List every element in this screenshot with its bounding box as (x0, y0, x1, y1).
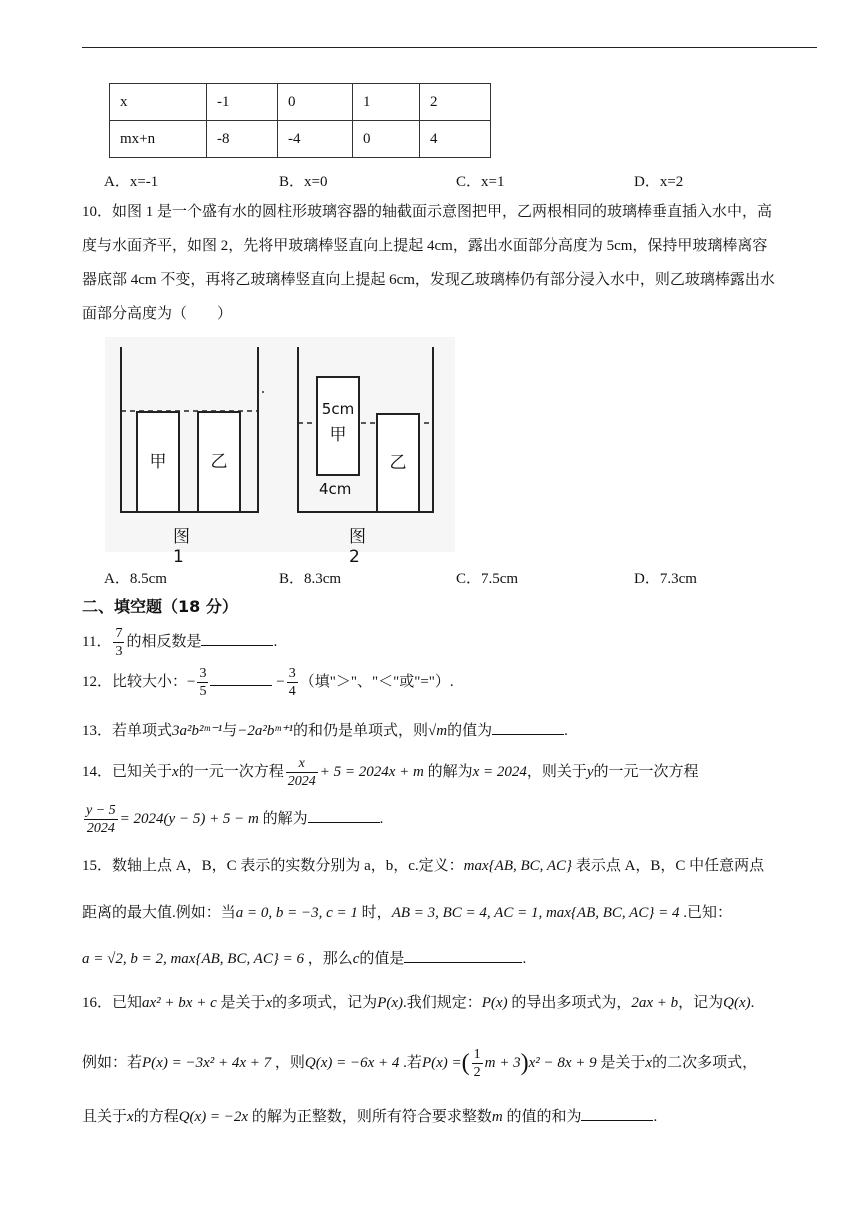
answer-blank (492, 720, 564, 735)
q16-text: . (750, 995, 755, 1011)
rod-yi-fig1: 乙 (197, 411, 241, 513)
answer-blank (210, 671, 272, 686)
monomial-2: −2a²bᵐ⁺¹ (237, 723, 293, 739)
fraction (287, 665, 298, 700)
table-row (110, 121, 491, 158)
coefficient: m + 3 (484, 1054, 521, 1071)
q15-end: . (522, 951, 527, 967)
example-values: a = 0, b = −3, c = 1 (235, 905, 358, 921)
var-x: x (127, 1109, 134, 1125)
denominator: 5 (199, 684, 207, 699)
px: P(x) (377, 995, 403, 1011)
q16-text: 的二次多项式， (652, 1054, 758, 1071)
q15-text: 的值是 (359, 951, 405, 967)
fraction (113, 625, 124, 660)
question-16-line-3 (82, 1105, 657, 1126)
table-cell: 0 (353, 121, 420, 158)
q16-text: 的多项式，记为 (272, 995, 378, 1011)
fraction (84, 802, 118, 837)
q14-end: . (379, 810, 384, 827)
q14-text: ，则关于 (526, 763, 587, 780)
table-row (110, 84, 491, 121)
option-b: B．x=0 (279, 174, 328, 190)
table-cell: 4 (420, 121, 491, 158)
numerator: 3 (288, 666, 296, 681)
option-c: C．7.5cm (456, 571, 519, 587)
answer-blank (404, 948, 522, 963)
fraction (197, 665, 208, 700)
numerator: y − 5 (86, 803, 116, 818)
qx: Q(x) (723, 995, 751, 1011)
q12-text: 12．比较大小： (82, 673, 188, 690)
question-12: 12．比较大小：− $\frac{3}{5}$ − $\frac{3}{4}$ （填"＞"、"＜"或"="）. (82, 666, 454, 699)
fig1-caption: 图1 (173, 527, 190, 567)
label-5cm: 5cm (321, 400, 355, 418)
q10-line: 度与水面齐平，如图 2，先将甲玻璃棒竖直向上提起 4cm，露出水面部分高度为 5cm，保持甲玻璃棒离容 (82, 238, 768, 254)
table-cell: 2 (420, 84, 491, 121)
section-title: 二、填空题（18 分） (82, 597, 238, 616)
table-cell: 1 (353, 84, 420, 121)
option-a: A．x=-1 (104, 174, 159, 190)
q15-text: ，那么 (307, 951, 353, 967)
var-c: c (352, 951, 360, 967)
option-c: C．x=1 (456, 174, 505, 190)
denominator: 3 (115, 644, 123, 659)
question-15-line-1 (82, 854, 764, 875)
max-expression: max{AB, BC, AC} (463, 858, 573, 874)
q10-line: 面部分高度为（ ） (82, 306, 233, 322)
answer-blank (581, 1106, 653, 1121)
denominator: 2 (473, 1065, 481, 1080)
table-cell: -1 (207, 84, 278, 121)
denominator: 4 (288, 684, 296, 699)
q16-text: ，记为 (678, 995, 724, 1011)
example-result: AB = 3, BC = 4, AC = 1, max{AB, BC, AC} = 4 (391, 905, 680, 921)
answer-blank (201, 631, 273, 646)
question-11 (82, 625, 277, 660)
q13-post2: 的值为 (447, 723, 493, 739)
q10-line: 10．如图 1 是一个盛有水的圆柱形玻璃容器的轴截面示意图把甲，乙两根相同的玻璃棒垂直插入水中，高 (82, 204, 773, 220)
table-cell: x (110, 84, 207, 121)
table-cell: 0 (278, 84, 353, 121)
derivative: 2ax + b (631, 995, 679, 1011)
sqrt-m: √m (428, 723, 448, 739)
numerator: 1 (473, 1047, 481, 1062)
denominator: 2024 (287, 774, 316, 789)
option-d: D．7.3cm (634, 571, 697, 587)
q11-end: . (273, 633, 278, 650)
q14-text: 的解为 (427, 763, 473, 780)
q16-text: 是关于 (220, 995, 266, 1011)
given-values: a = √2, b = 2, max{AB, BC, AC} = 6 (82, 951, 304, 967)
q16-text: .若 (403, 1054, 422, 1071)
equation-2: = 2024(y − 5) + 5 − m (119, 810, 259, 827)
q16-text: .我们规定： (403, 995, 482, 1011)
denominator: 2024 (86, 821, 115, 836)
label-4cm: 4cm (319, 480, 352, 498)
value-table (109, 83, 491, 158)
equation: Q(x) = −2x (178, 1109, 249, 1125)
fraction (472, 1046, 483, 1081)
q16-text: 的导出多项式为， (511, 995, 632, 1011)
solution: x = 2024 (472, 763, 527, 780)
q15-text: 15．数轴上点 A，B，C 表示的实数分别为 a，b，c.定义： (82, 858, 464, 874)
var-x: x (645, 1054, 653, 1071)
given-px: P(x) = (421, 1054, 462, 1071)
q15-text: .已知： (683, 905, 732, 921)
q14-text: 的一元一次方程 (593, 763, 699, 780)
numerator: 3 (199, 666, 207, 681)
q15-text: 时， (361, 905, 392, 921)
polynomial: ax² + bx + c (142, 995, 217, 1011)
option-b: B．8.3cm (279, 571, 342, 587)
q16-text: 的方程 (133, 1109, 179, 1125)
var-x: x (172, 763, 179, 780)
q16-text: 16．已知 (82, 995, 143, 1011)
q14-text: 的解为 (262, 810, 308, 827)
px: P(x) (481, 995, 508, 1011)
option-a: A．8.5cm (104, 571, 167, 587)
q16-text: ，则 (274, 1054, 305, 1071)
question-14-line-2 (82, 802, 383, 837)
q11-number: 11． (82, 633, 112, 650)
header-rule (82, 47, 817, 48)
question-15-line-3 (82, 947, 526, 968)
q14-text: 的一元一次方程 (178, 763, 284, 780)
q13-mid: 与 (222, 723, 238, 739)
q15-text: 距离的最大值.例如：当 (82, 905, 236, 921)
monomial-1: 3a²b²ᵐ⁻¹ (172, 723, 223, 739)
q13-pre: 13．若单项式 (82, 723, 173, 739)
q15-text: 表示点 A，B，C 中任意两点 (575, 858, 765, 874)
table-cell: -8 (207, 121, 278, 158)
q16-text: 的解为正整数，则所有符合要求整数 (251, 1109, 492, 1125)
option-d: D．x=2 (634, 174, 684, 190)
numerator: x (286, 755, 318, 773)
q16-text: 的值的和为 (506, 1109, 582, 1125)
question-13 (82, 719, 568, 740)
q16-text: 例如：若 (82, 1054, 143, 1071)
question-14-line-1 (82, 755, 699, 790)
given-px-tail: x² − 8x + 9 (528, 1054, 597, 1071)
q11-text: 的相反数是 (126, 633, 202, 650)
rod-jia-label: 甲 (329, 425, 347, 445)
rod-yi-fig2: 乙 (376, 413, 420, 513)
question-16-line-1 (82, 991, 754, 1012)
equation-1: + 5 = 2024x + m (319, 763, 424, 780)
fraction (286, 755, 318, 790)
q16-text: 且关于 (82, 1109, 128, 1125)
var-m: m (491, 1109, 503, 1125)
table-cell: -4 (278, 121, 353, 158)
question-16-line-2: 例如：若P(x) = −3x² + 4x + 7 ，则Q(x) = −6x + 4 .若P(x) =( $\frac{1}{2}$ m + 3)x² − 8x + 9 是关于x的二次多项式， (82, 1047, 758, 1080)
q16-text: 是关于 (600, 1054, 646, 1071)
q10-line: 器底部 4cm 不变，再将乙玻璃棒竖直向上提起 6cm，发现乙玻璃棒仍有部分浸入水中，则乙玻璃棒露出水 (82, 272, 775, 288)
q16-end: . (653, 1109, 658, 1125)
question-10 (82, 195, 820, 331)
table-cell: mx+n (110, 121, 207, 158)
q13-post: 的和仍是单项式，则 (293, 723, 429, 739)
answer-blank (308, 808, 380, 823)
numerator: 7 (115, 626, 123, 641)
rod-jia-fig1: 甲 (136, 411, 180, 513)
q12-hint: （填"＞"、"＜"或"="）. (299, 673, 454, 690)
rod-jia-fig2 (316, 376, 360, 476)
example-px: P(x) = −3x² + 4x + 7 (142, 1054, 272, 1071)
q14-text: 14．已知关于 (82, 763, 173, 780)
question-15-line-2 (82, 901, 732, 922)
example-qx: Q(x) = −6x + 4 (304, 1054, 400, 1071)
q13-end: . (564, 723, 568, 739)
fig2-caption: 图2 (349, 527, 366, 567)
var-x: x (265, 995, 273, 1011)
var-y: y (586, 763, 594, 780)
